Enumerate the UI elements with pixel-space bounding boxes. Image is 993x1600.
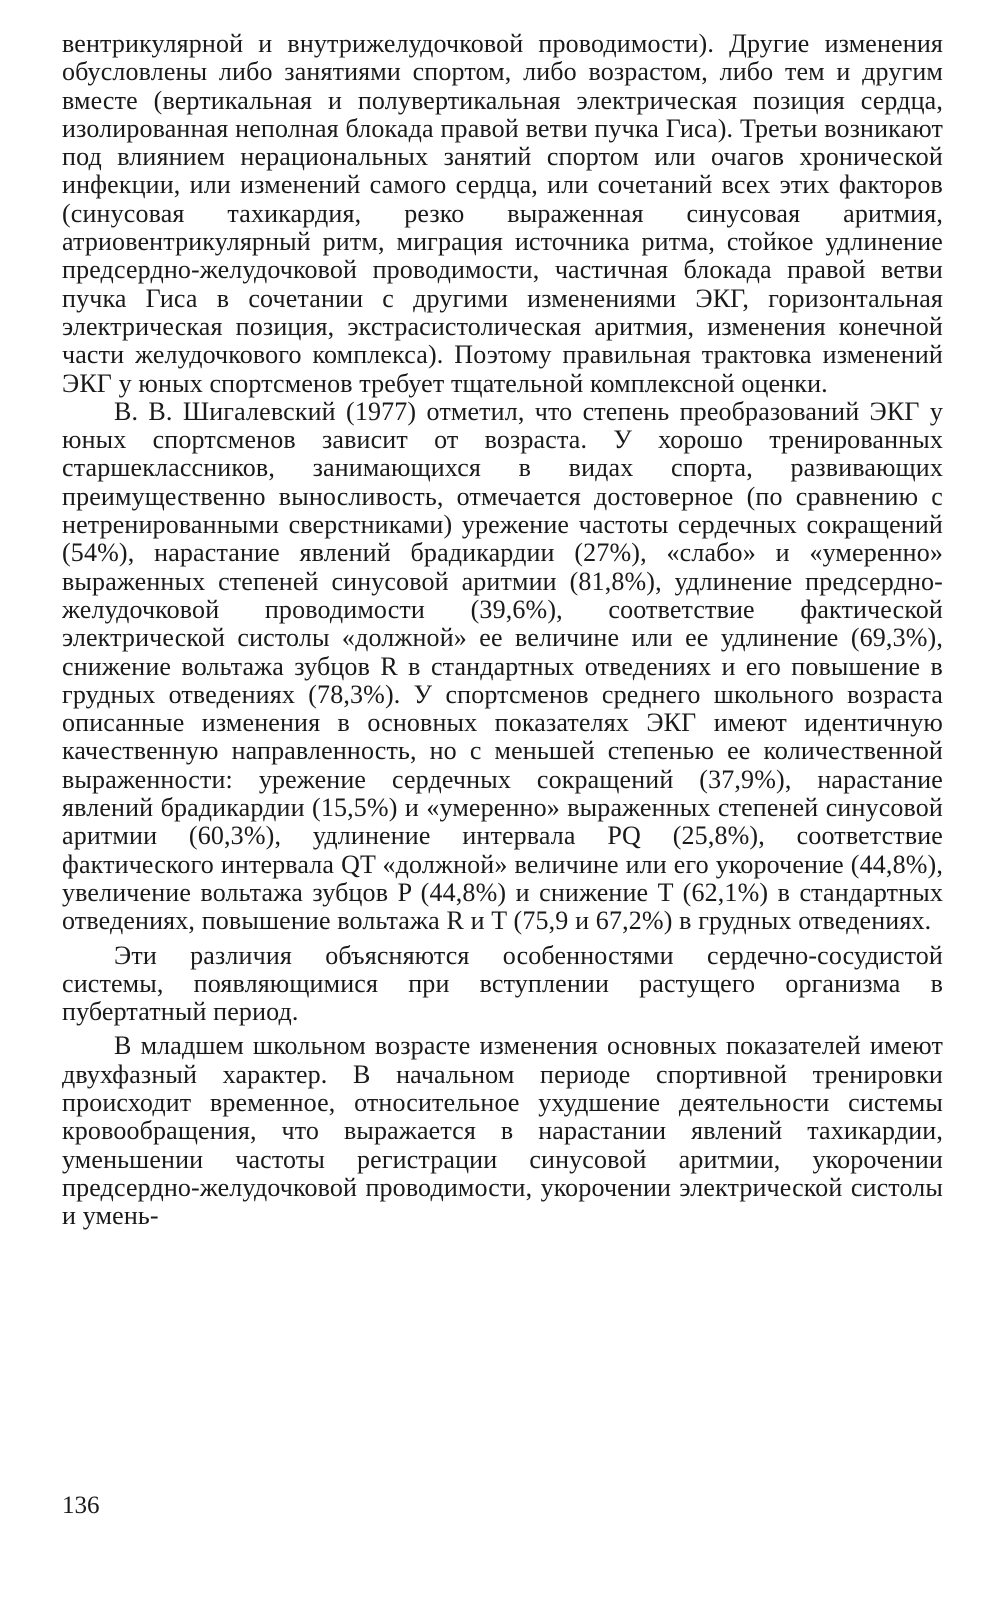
paragraph-shigalevsky: В. В. Шигалевский (1977) отметил, что степень преобразований ЭКГ у юных спортсменов зависит от возраста. У хорошо тренированных старшеклассников, занимающихся в видах спорта, развивающих преимущественно выносливость, отмечается достоверное (по сравнению с нетренированными сверстниками) урежение частоты сердечных сокращений (54%), нарастание явлений брадикардии (27%), «слабо» и «умеренно» выраженных степеней синусовой аритмии (81,8%), удлинение предсердно-желудочковой проводимости (39,6%), соответствие фактической электрической систолы «должной» ее величине или ее удлинение (69,3%), снижение вольтажа зубцов R в стандартных отведениях и его повышение в грудных отведениях (78,3%). У спортсменов среднего школьного возраста описанные изменения в основных показателях ЭКГ имеют идентичную качественную направленность, но с меньшей степенью ее количественной выраженности: урежение сердечных сокращений (37,9%), нарастание явлений брадикардии (15,5%) и «умеренно» выраженных степеней синусовой аритмии (60,3%), удлинение интервала PQ (25,8%), соответствие фактического интервала QT «должной» величине или его укорочение (44,8%), увеличение вольтажа зубцов P (44,8%) и снижение T (62,1%) в стандартных отведениях, повышение вольтажа R и T (75,9 и 67,2%) в грудных отведениях. bbox=[62, 396, 943, 936]
paragraph-continued: вентрикулярной и внутрижелудочковой проводимости). Другие изменения обусловлены либо занятиями спортом, либо возрастом, либо тем и другим вместе (вертикальная и полувертикальная электрическая позиция сердца, изолированная неполная блокада правой ветви пучка Гиса). Третьи возникают под влиянием нерациональных занятий спортом или очагов хронической инфекции, или изменений самого сердца, или сочетаний всех этих факторов (синусовая тахикардия, резко выраженная синусовая аритмия, атриовентрикулярный ритм, миграция источника ритма, стойкое удлинение предсердно-желудочковой проводимости, частичная блокада правой ветви пучка Гиса в сочетании с другими изменениями ЭКГ, горизонтальная электрическая позиция, экстрасистолическая аритмия, изменения конечной части желудочкового комплекса). Поэтому правильная трактовка изменений ЭКГ у юных спортсменов требует тщательной комплексной оценки. bbox=[62, 29, 943, 398]
paragraph-differences: Эти различия объясняются особенностями сердечно-сосудистой системы, появляющимися при вступлении растущего организма в пубертатный период. bbox=[62, 940, 943, 1027]
paragraph-junior-school: В младшем школьном возрасте изменения основных показателей имеют двухфазный характер. В начальном периоде спортивной тренировки происходит временное, относительное ухудшение деятельности системы кровообращения, что выражается в нарастании явлений тахикардии, уменьшении частоты регистрации синусовой аритмии, укорочении предсердно-желудочковой проводимости, укорочении электрической систолы и умень- bbox=[62, 1031, 943, 1231]
page-number: 136 bbox=[62, 1492, 100, 1519]
